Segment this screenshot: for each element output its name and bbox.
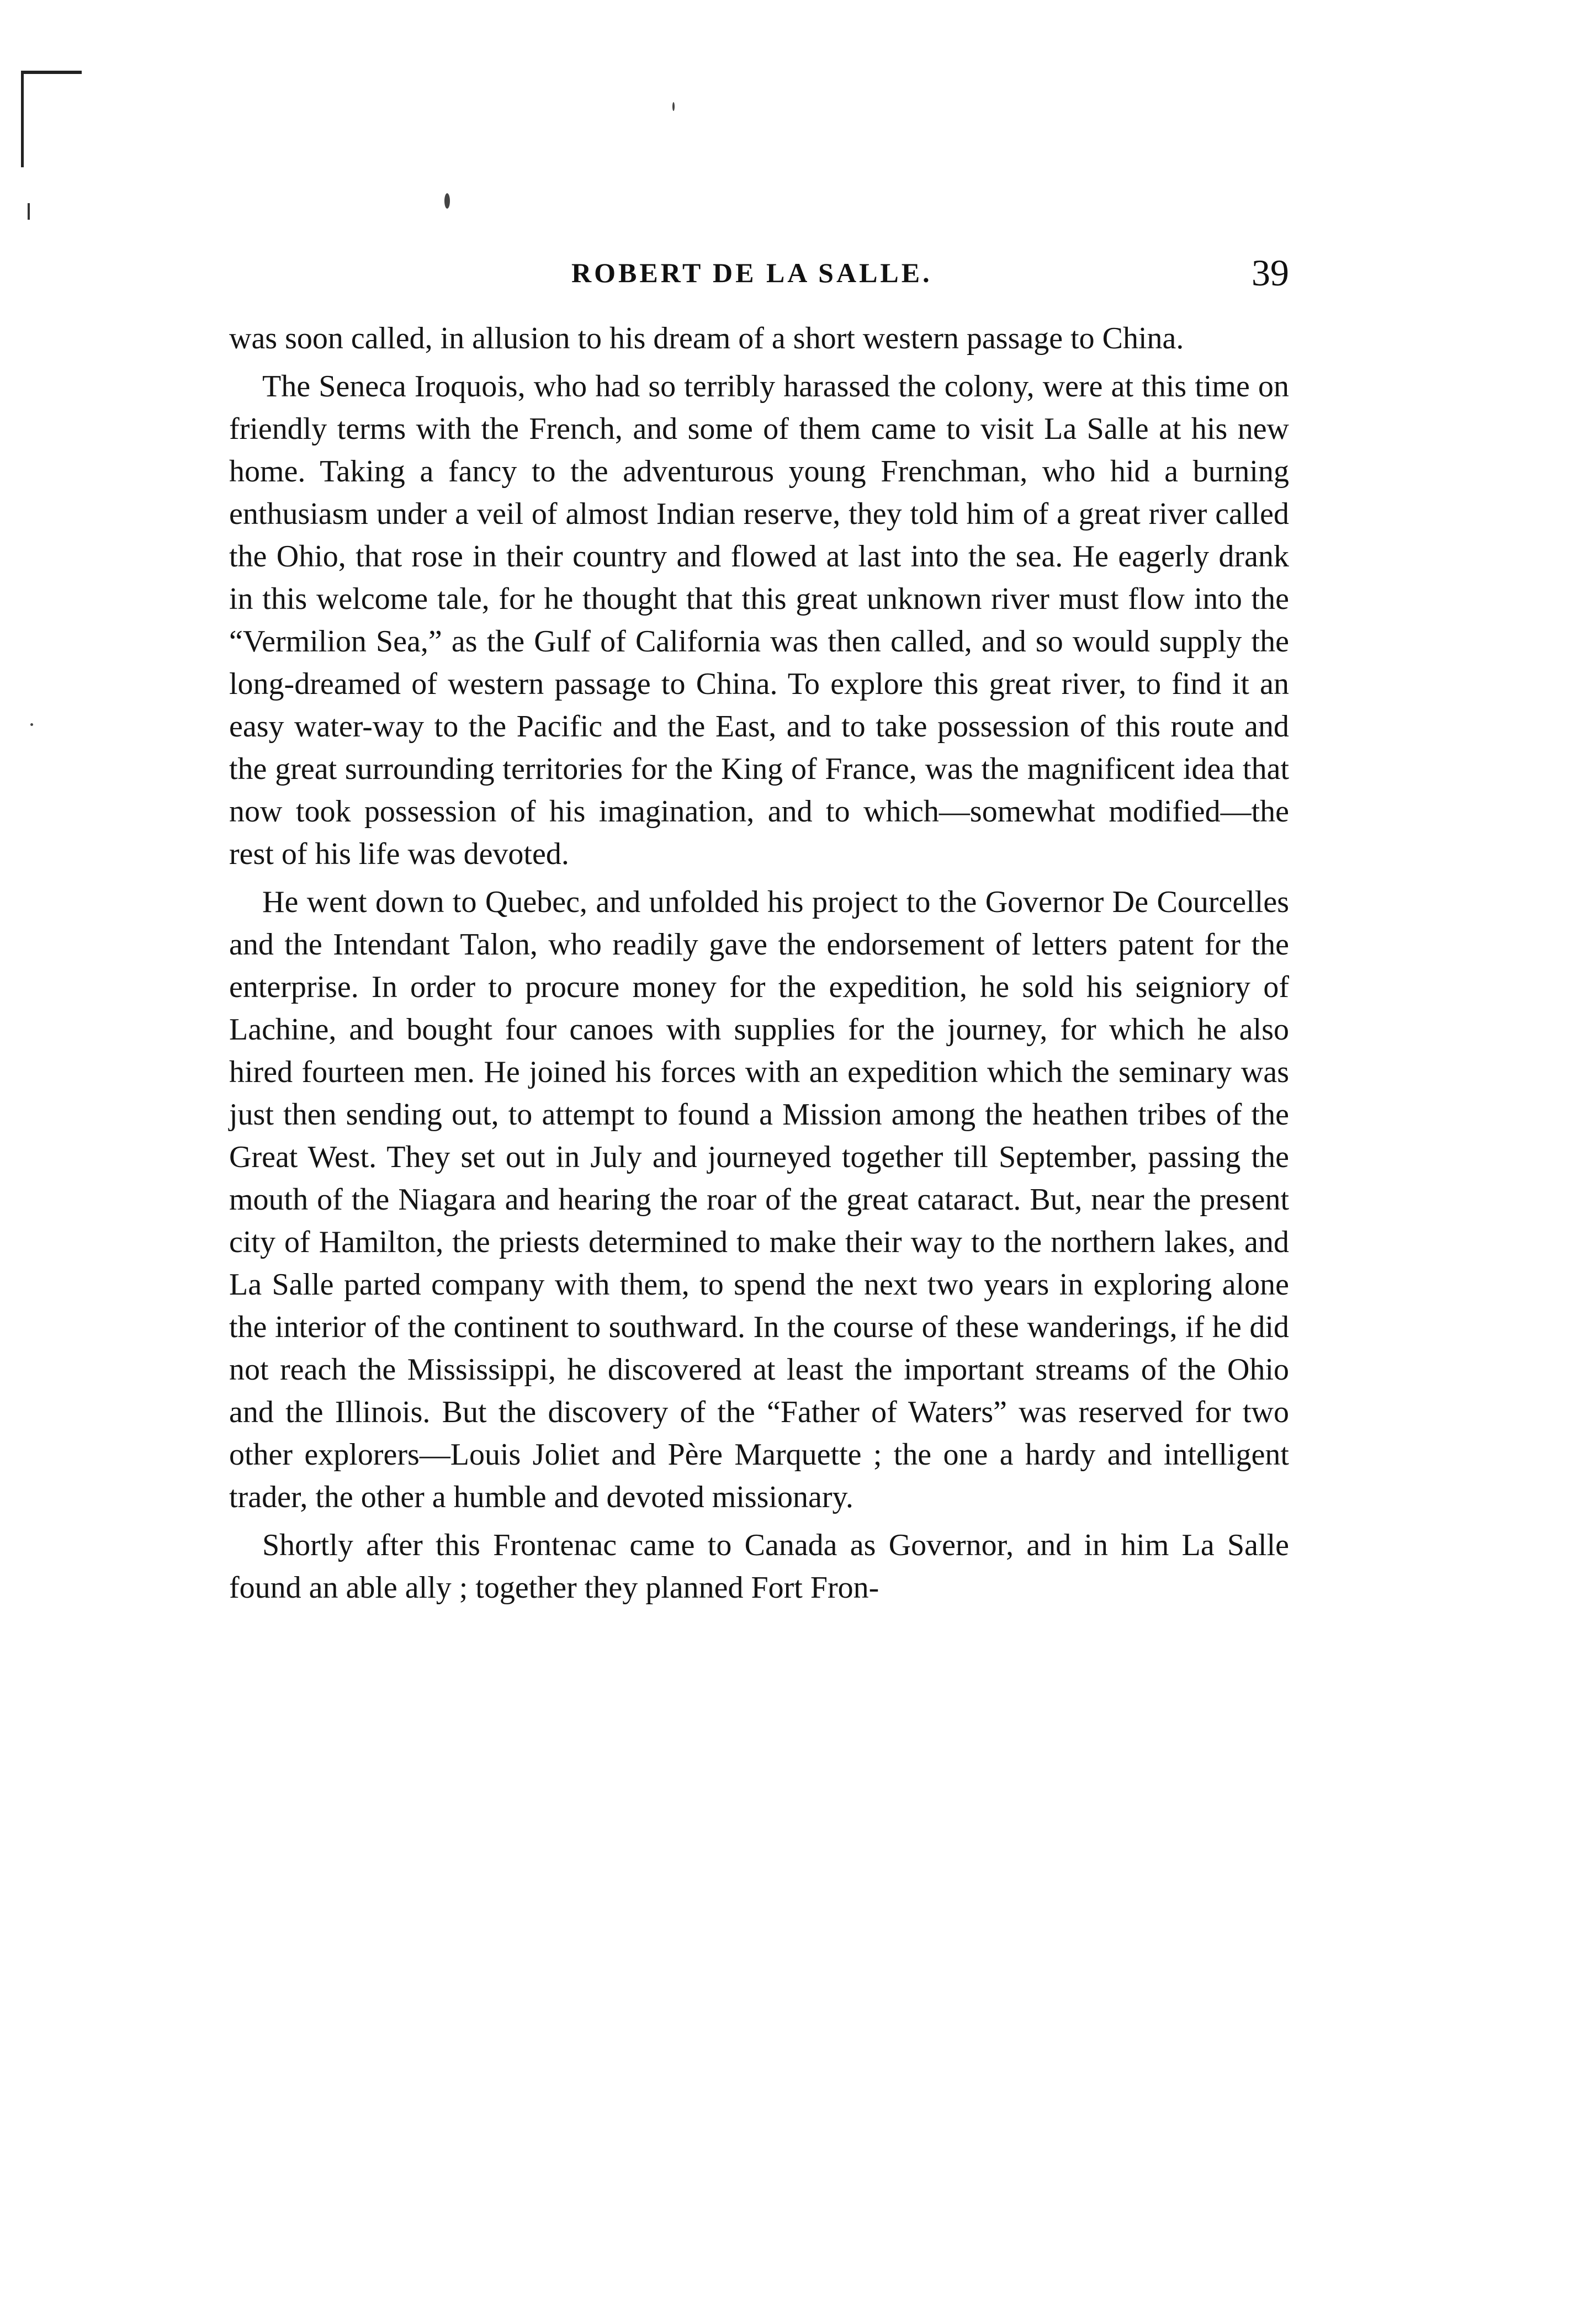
- scan-edge-mark: [21, 71, 82, 74]
- page-number: 39: [1252, 252, 1289, 294]
- page-header: [571, 251, 1289, 295]
- scan-speck: [672, 102, 675, 111]
- paragraph-4: Shortly after this Frontenac came to Canada as Governor, and in him La Salle found an able ally ; together they planned Fort Fron-: [229, 1528, 1289, 1605]
- scan-edge-mark-vertical: [21, 71, 24, 167]
- scan-speck: [30, 723, 33, 726]
- scan-speck: [28, 203, 30, 220]
- body-text: [229, 317, 1289, 1609]
- running-head: ROBERT DE LA SALLE.: [571, 257, 932, 288]
- paragraph-3: He went down to Quebec, and unfolded his project to the Governor De Courcelles and the Intendant Talon, who readily gave the endorsement of letters patent for the enterprise. In order to procure money for the expedition, he sold his seigniory of Lachine, and bought four canoes with supplies for the journey, for which he also hired fourteen men. He joined his forces with an expedition which the seminary was just then sending out, to attempt to found a Mission among the heathen tribes of the Great West. They set out in July and journeyed together till September, passing the mouth of the Niagara and hearing the roar of the great cataract. But, near the present city of Hamilton, the priests determined to make their way to the northern lakes, and La Salle parted company with them, to spend the next two years in exploring alone the interior of the continent to southward. In the course of these wanderings, if he did not reach the Mississippi, he discovered at least the important streams of the Ohio and the Illinois. But the discovery of the “Father of Waters” was reserved for two other explorers—Louis Joliet and Père Marquette ; the one a hardy and intelligent trader, the other a humble and devoted missionary.: [229, 885, 1289, 1514]
- paragraph-1: was soon called, in allusion to his dream of a short western passage to China.: [229, 321, 1184, 356]
- paragraph-2: The Seneca Iroquois, who had so terribly harassed the colony, were at this time on friendly terms with the French, and some of them came to visit La Salle at his new home. Taking a fancy to the adventurous young Frenchman, who hid a burning enthusiasm under a veil of almost Indian reserve, they told him of a great river called the Ohio, that rose in their country and flowed at last into the sea. He eagerly drank in this welcome tale, for he thought that this great unknown river must flow into the “Vermilion Sea,” as the Gulf of California was then called, and so would supply the long-dreamed of western passage to China. To explore this great river, to find it an easy water-way to the Pacific and the East, and to take possession of this route and the great surrounding territories for the King of France, was the magnificent idea that now took possession of his imagination, and to which—somewhat modified—the rest of his life was devoted.: [229, 369, 1289, 871]
- scan-speck: [444, 193, 450, 209]
